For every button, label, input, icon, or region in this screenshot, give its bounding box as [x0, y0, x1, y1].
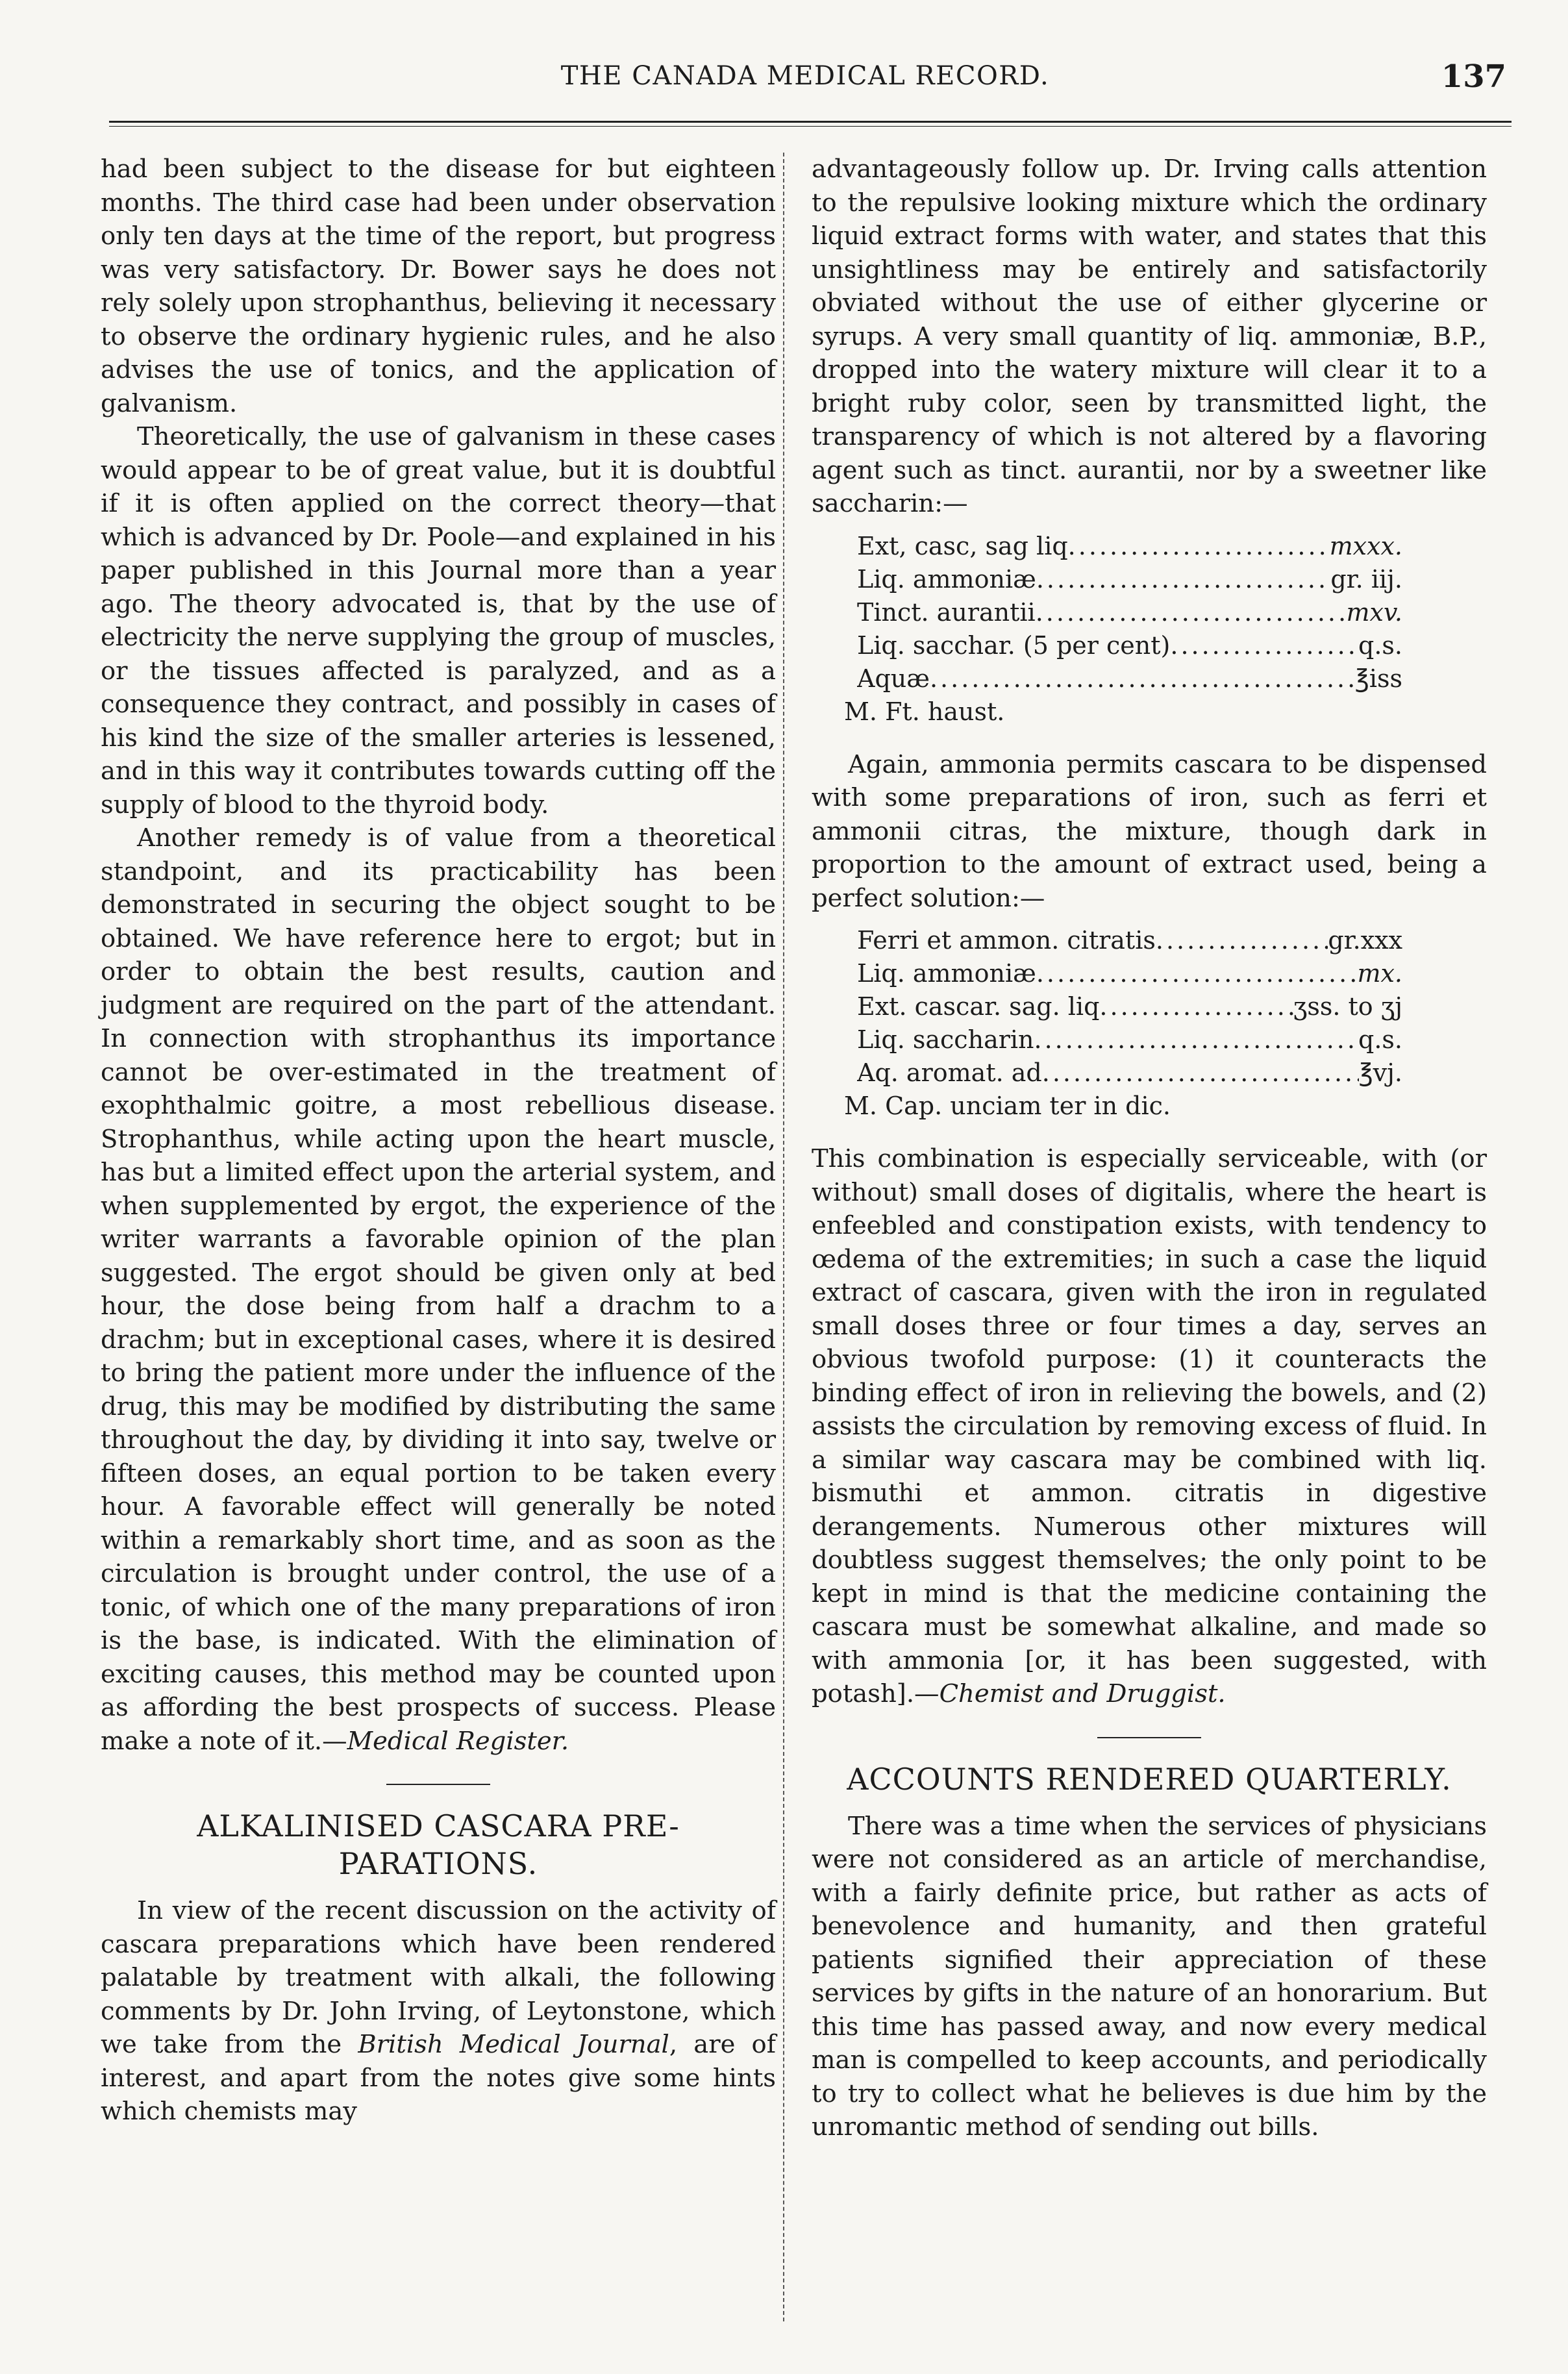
paragraph: There was a time when the services of physicians were not considered as an article of merchandise, with a fairly definite price, but rather as acts of benevolence and humanity, and then grateful patients signified their appreciation of these services by gifts in the nature of an honorarium. But this time has passed away, and now every medical man is compelled to keep accounts, and periodically to try to collect what he believes is due him by the unromantic method of sending out bills.: [812, 1811, 1487, 2142]
paragraph: [812, 1142, 1487, 1711]
prescription-formula: [844, 530, 1487, 729]
header-rule-thin: [109, 126, 1512, 127]
right-column: [812, 153, 1487, 2144]
column-divider: [783, 153, 784, 2321]
amount: gr.xxx: [1328, 926, 1402, 955]
paragraph: advantageously follow up. Dr. Irving calls attention to the repulsive looking mixture which the ordinary liquid extract forms with water, and states that this unsightliness may be entirely and satisfactorily obviated without the use of either glycerine or syrups. A very small quantity of liq. ammoniæ, B.P., dropped into the watery mixture will clear it to a bright ruby color, seen by transmitted light, the transparency of which is not altered by a flavoring agent such as tinct. aurantii, nor by a sweetner like saccharin:—: [812, 155, 1487, 518]
ingredient: Ext. cascar. sag. liq: [857, 992, 1100, 1021]
formula-row: [857, 1056, 1402, 1090]
formula-row: [857, 1023, 1402, 1056]
paragraph-text: In view of the recent discussion on the activity of cascara preparations which have been rendered palatable by treatment with alkali, the following comments by Dr. John Irving, of Leytonstone, which we take from the: [101, 1896, 776, 2059]
prescription-formula: [844, 924, 1487, 1123]
formula-row: [857, 596, 1402, 629]
formula-row: [857, 924, 1402, 957]
page-number: 137: [1441, 58, 1506, 95]
amount: q.s.: [1358, 1025, 1402, 1054]
ingredient: Liq. ammoniæ: [857, 564, 1036, 594]
amount: ℥iss: [1354, 664, 1402, 693]
heading-line: ALKALINISED CASCARA PRE-: [197, 1808, 680, 1843]
formula-row: [857, 957, 1402, 990]
ingredient: Aquæ: [857, 664, 930, 693]
amount: gr. iij.: [1330, 564, 1402, 594]
amount: ℥vj.: [1358, 1058, 1402, 1087]
section-divider: [1097, 1737, 1201, 1738]
paragraph: [101, 1894, 776, 2129]
ingredient: Ext, casc, sag liq: [857, 531, 1068, 560]
formula-signature: M. Cap. unciam ter in dic.: [844, 1092, 1171, 1120]
formula-row: [857, 990, 1402, 1023]
formula-row: [857, 530, 1402, 563]
article-heading: ACCOUNTS RENDERED QUARTERLY.: [847, 1761, 1452, 1797]
paragraph: [101, 821, 776, 1758]
paragraph: Theoretically, the use of galvanism in these cases would appear to be of great value, but it is doubtful if it is often applied on the correct theory—that which is advanced by Dr. Poole—and explained in his paper published in this Journal more than a year ago. The theory advocated is, that by the use of electricity the nerve supplying the group of muscles, or the tissues affected is paralyzed, and as a consequence they contract, and possibly in cases of his kind the size of the smaller arteries is lessened, and in this way it contributes towards cutting off the supply of blood to the thyroid body.: [101, 422, 776, 819]
formula-row: [857, 662, 1402, 695]
article-heading: [101, 1807, 776, 1882]
ingredient: Tinct. aurantii: [857, 597, 1036, 627]
paragraph: Again, ammonia permits cascara to be dispensed with some preparations of iron, such as ferri et ammonii citras, the mixture, though dark in proportion to the amount of extract used, being a perfect solution:—: [812, 749, 1487, 913]
running-title: THE CANADA MEDICAL RECORD.: [560, 61, 1050, 91]
ingredient: Liq. saccharin: [857, 1025, 1034, 1054]
amount: mx.: [1357, 959, 1402, 988]
formula-signature: M. Ft. haust.: [844, 697, 1005, 726]
amount: ʒss. to ʒj: [1293, 992, 1402, 1021]
heading-line: PARATIONS.: [338, 1846, 538, 1881]
paragraph-text: Another remedy is of value from a theoretical standpoint, and its practicability has been demonstrated in securing the object sought to be obtained. We have reference here to ergot; but in order to obtain the best results, caution and judgment are required on the part of the attendant. In connection with strophanthus its importance cannot be over-estimated in the treatment of exophthalmic goitre, a most rebellious disease. Strophanthus, while acting upon the heart muscle, has but a limited effect upon the arterial system, and when supplemented by ergot, the experience of the writer warrants a favorable opinion of the plan suggested. The ergot should be given only at bed hour, the dose being from half a drachm to a drachm; but in exceptional cases, where it is desired to bring the patient more under the influence of the drug, this may be modified by distributing the same throughout the day, by dividing it into say, twelve or fifteen doses, an equal portion to be taken every hour. A favorable effect will generally be noted within a remarkably short time, and as soon as the circulation is brought under control, the use of a tonic, of which one of the many preparations of iron is the base, is indicated. With the elimination of exciting causes, this method may be counted upon as affording the best prospects of success. Please make a note of it.—: [101, 823, 776, 1756]
formula-row: [857, 563, 1402, 596]
paragraph: had been subject to the disease for but eighteen months. The third case had been under observation only ten days at the time of the report, but progress was very satisfactory. Dr. Bower says he does not rely solely upon strophanthus, believing it necessary to observe the ordinary hygienic rules, and he also advises the use of tonics, and the application of galvanism.: [101, 155, 776, 418]
source-citation: Medical Register.: [347, 1726, 569, 1756]
ingredient: Liq. sacchar. (5 per cent): [857, 631, 1171, 660]
ingredient: Liq. ammoniæ: [857, 959, 1036, 988]
amount: mxv.: [1346, 597, 1402, 627]
header-rule: [109, 121, 1512, 123]
page-header: [104, 58, 1506, 104]
paragraph-text: , are of interest, and apart from the notes give some hints which chemists may: [101, 2030, 776, 2126]
source-citation: Chemist and Druggist.: [939, 1679, 1226, 1708]
journal-title: British Medical Journal: [358, 2030, 669, 2059]
formula-row: [857, 629, 1402, 662]
amount: mxxx.: [1329, 531, 1402, 560]
paragraph-text: This combination is especially serviceable, with (or without) small doses of digitalis, where the heart is enfeebled and constipation exists, with tendency to œdema of the extremities; in such a case the liquid extract of cascara, given with the iron in regulated small doses three or four times a day, serves an obvious twofold purpose: (1) it counteracts the binding effect of iron in relieving the bowels, and (2) assists the circulation by removing excess of fluid. In a similar way cascara may be combined with liq. bismuthi et ammon. citratis in digestive derangements. Numerous other mixtures will doubtless suggest themselves; the only point to be kept in mind is that the medicine containing the cascara must be somewhat alkaline, and made so with ammonia [or, it has been suggested, with potash].—: [812, 1144, 1487, 1708]
section-divider: [386, 1784, 490, 1785]
left-column: [101, 153, 776, 2129]
ingredient: Ferri et ammon. citratis: [857, 926, 1156, 955]
ingredient: Aq. aromat. ad: [857, 1058, 1042, 1087]
amount: q.s.: [1358, 631, 1402, 660]
